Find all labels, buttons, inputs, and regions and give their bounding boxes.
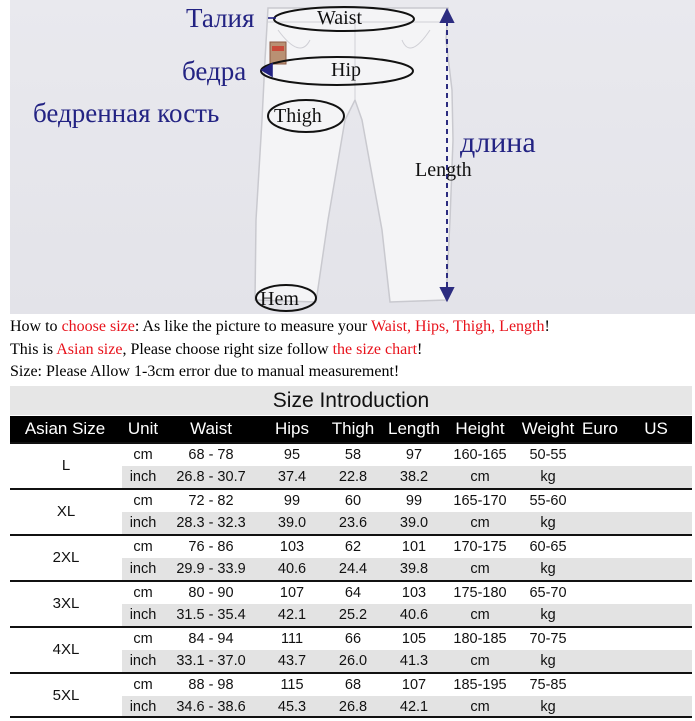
table-cell: 84 - 94: [188, 631, 234, 647]
size-label: L: [10, 444, 122, 488]
table-cell: 65-70: [529, 585, 567, 601]
table-cell: kg: [540, 607, 556, 623]
table-cell: 28.3 - 32.3: [176, 515, 246, 531]
table-cell: 107: [279, 585, 305, 601]
table-cell: 60-65: [529, 539, 567, 555]
table-bottom-border: [10, 716, 692, 718]
table-cell: 41.3: [399, 653, 429, 669]
table-cell: 31.5 - 35.4: [176, 607, 246, 623]
table-cell: inch: [129, 515, 157, 531]
label-waist-ru: Талия: [186, 3, 255, 33]
size-table-header: [10, 416, 692, 442]
table-cell: 101: [401, 539, 427, 555]
table-cell: cm: [470, 607, 490, 623]
instruction-3-segment-1: Size: Please Allow 1-3cm error due to manual measurement!: [10, 363, 400, 380]
table-cell: 25.2: [338, 607, 368, 623]
table-cell: 72 - 82: [188, 493, 234, 509]
size-group-l: [10, 442, 692, 488]
table-cell: cm: [470, 469, 490, 485]
header-thigh: Thigh: [331, 419, 375, 438]
table-cell: 66: [344, 631, 362, 647]
size-table-title: Size Introduction: [10, 386, 692, 415]
instruction-1-segment-5: !: [544, 318, 550, 335]
table-cell: 62: [344, 539, 362, 555]
table-cell: 34.6 - 38.6: [176, 699, 246, 715]
table-cell: cm: [470, 653, 490, 669]
instruction-2-segment-4: the size chart: [332, 340, 418, 358]
label-thigh-ru: бедренная кость: [33, 98, 220, 128]
table-cell: inch: [129, 653, 157, 669]
table-cell: 105: [401, 631, 427, 647]
table-cell: 165-170: [453, 493, 507, 509]
instruction-2-segment-5: !: [417, 340, 423, 358]
instruction-line-2: [10, 339, 690, 362]
table-cell: 80 - 90: [188, 585, 234, 601]
table-cell: cm: [133, 631, 153, 647]
size-group-xl: [10, 488, 692, 534]
table-cell: 39.0: [277, 515, 307, 531]
table-cell: 60: [344, 493, 362, 509]
table-cell: 42.1: [277, 607, 307, 623]
header-length: Length: [388, 419, 440, 438]
pants-measurement-diagram: [10, 0, 695, 314]
table-cell: 99: [283, 493, 301, 509]
instruction-2-segment-1: This is: [10, 340, 57, 358]
table-cell: cm: [133, 447, 153, 463]
table-cell: cm: [133, 493, 153, 509]
table-cell: 39.0: [399, 515, 429, 531]
table-cell: 23.6: [338, 515, 368, 531]
instruction-2-segment-2: Asian size: [56, 340, 123, 358]
table-cell: 76 - 86: [188, 539, 234, 555]
table-cell: 42.1: [399, 699, 429, 715]
size-label: XL: [10, 490, 122, 534]
header-waist: Waist: [190, 419, 232, 438]
table-cell: kg: [540, 699, 556, 715]
size-label: 3XL: [10, 582, 122, 626]
table-cell: 70-75: [529, 631, 567, 647]
table-cell: 115: [280, 677, 304, 693]
instruction-2-segment-3: , Please choose right size follow: [122, 340, 333, 358]
label-hip-ru: бедра: [182, 56, 247, 86]
table-cell: 43.7: [277, 653, 307, 669]
header-us: US: [644, 419, 668, 438]
instruction-line-1: [10, 316, 690, 339]
table-cell: 170-175: [453, 539, 507, 555]
table-cell: 185-195: [453, 677, 507, 693]
header-euro: Euro: [582, 419, 618, 438]
table-cell: 55-60: [529, 493, 567, 509]
table-cell: inch: [129, 699, 157, 715]
size-group-4xl: [10, 626, 692, 672]
table-cell: cm: [470, 561, 490, 577]
header-weight: Weight: [521, 419, 575, 438]
table-cell: 88 - 98: [188, 677, 234, 693]
table-cell: 26.8 - 30.7: [176, 469, 246, 485]
table-cell: 68 - 78: [188, 447, 234, 463]
pants-drawing: [10, 0, 695, 314]
label-length-en: Length: [415, 159, 472, 181]
header-unit: Unit: [127, 419, 159, 438]
table-cell: cm: [133, 585, 153, 601]
table-cell: 103: [279, 539, 305, 555]
table-cell: 40.6: [277, 561, 307, 577]
table-cell: inch: [129, 607, 157, 623]
table-cell: 26.8: [338, 699, 368, 715]
table-cell: 111: [280, 631, 304, 647]
table-cell: 64: [344, 585, 362, 601]
header-hips: Hips: [274, 419, 309, 438]
table-cell: 97: [405, 447, 423, 463]
size-label: 4XL: [10, 628, 122, 672]
table-cell: 22.8: [338, 469, 368, 485]
table-cell: 75-85: [529, 677, 567, 693]
instruction-1-segment-2: choose size: [61, 318, 135, 335]
table-cell: 107: [401, 677, 427, 693]
table-cell: 38.2: [399, 469, 429, 485]
table-cell: inch: [129, 469, 157, 485]
table-cell: 26.0: [338, 653, 368, 669]
table-cell: inch: [129, 561, 157, 577]
table-cell: kg: [540, 469, 556, 485]
table-cell: kg: [540, 561, 556, 577]
table-cell: 68: [344, 677, 362, 693]
header-asian-size: Asian Size: [24, 419, 106, 438]
instruction-line-3: [10, 361, 690, 384]
table-cell: 39.8: [399, 561, 429, 577]
label-hem-en: Hem: [260, 288, 299, 310]
table-cell: 180-185: [453, 631, 507, 647]
table-cell: 50-55: [529, 447, 567, 463]
label-waist-en: Waist: [317, 7, 363, 29]
instruction-1-segment-1: How to: [10, 318, 62, 335]
table-cell: 160-165: [453, 447, 507, 463]
table-cell: 58: [344, 447, 362, 463]
size-label: 2XL: [10, 536, 122, 580]
table-cell: cm: [470, 699, 490, 715]
table-cell: 45.3: [277, 699, 307, 715]
table-cell: kg: [540, 653, 556, 669]
table-cell: 103: [401, 585, 427, 601]
label-thigh-en: Thigh: [274, 105, 322, 127]
table-cell: 40.6: [399, 607, 429, 623]
table-cell: 95: [283, 447, 301, 463]
table-cell: 99: [405, 493, 423, 509]
table-cell: cm: [133, 677, 153, 693]
size-label: 5XL: [10, 674, 122, 718]
size-group-5xl: [10, 672, 692, 718]
table-cell: 33.1 - 37.0: [176, 653, 246, 669]
table-cell: cm: [470, 515, 490, 531]
table-cell: 24.4: [338, 561, 368, 577]
table-cell: 29.9 - 33.9: [176, 561, 246, 577]
table-cell: 175-180: [453, 585, 507, 601]
table-cell: cm: [133, 539, 153, 555]
label-hip-en: Hip: [331, 59, 361, 81]
header-height: Height: [455, 419, 505, 438]
label-length-ru: длина: [460, 126, 536, 159]
size-group-3xl: [10, 580, 692, 626]
instruction-1-segment-4: Waist, Hips, Thigh, Length: [370, 318, 545, 335]
table-cell: kg: [540, 515, 556, 531]
instruction-1-segment-3: : As like the picture to measure your: [134, 318, 371, 335]
table-cell: 37.4: [277, 469, 307, 485]
size-group-2xl: [10, 534, 692, 580]
size-instructions: [10, 316, 690, 384]
